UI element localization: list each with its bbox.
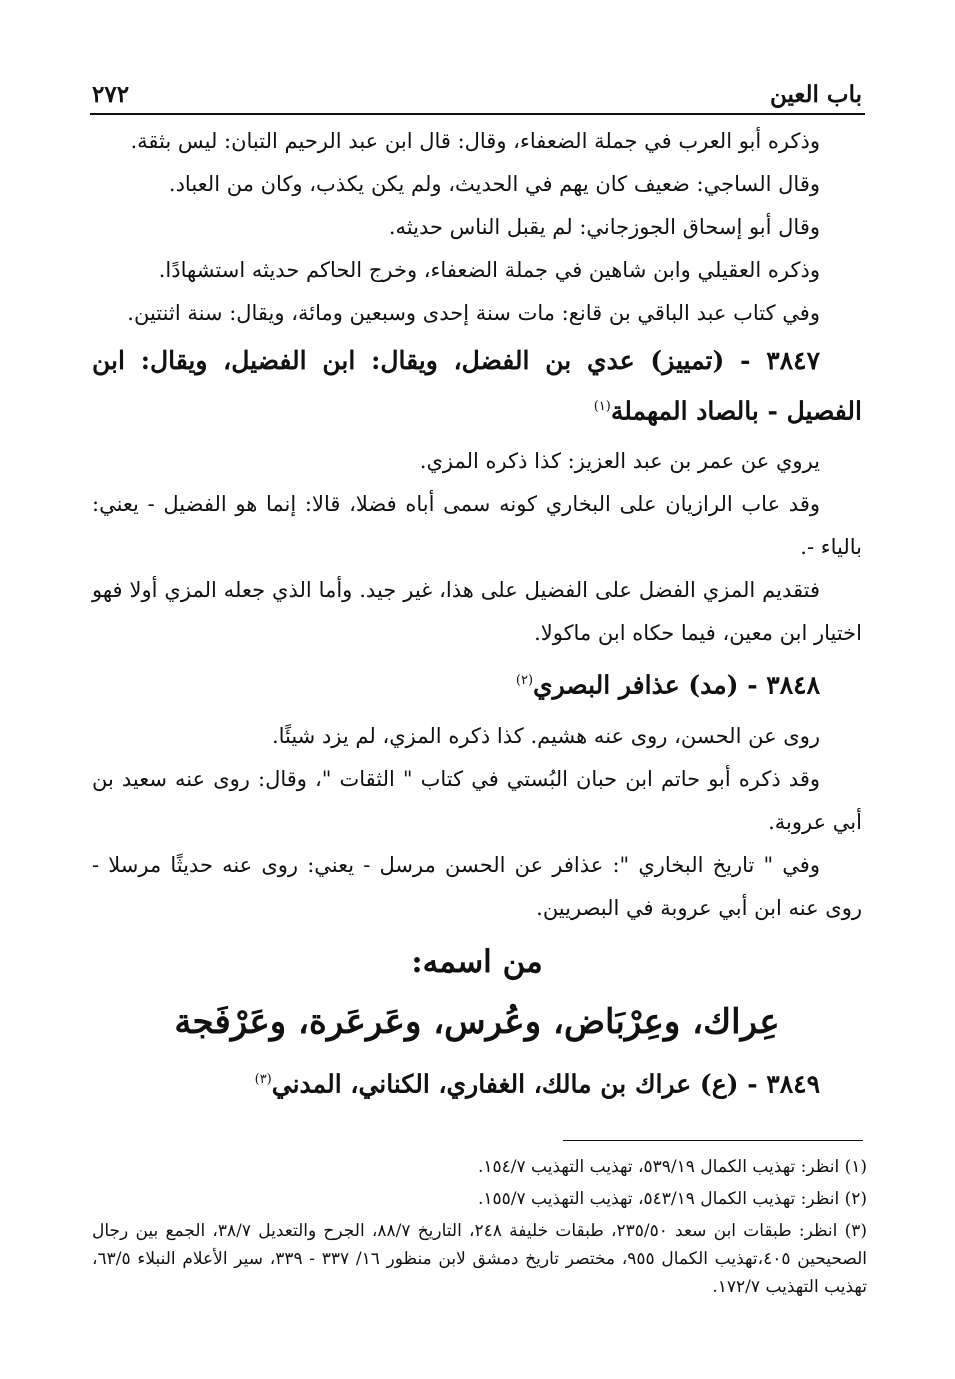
paragraph: وقال الساجي: ضعيف كان يهم في الحديث، ولم يكن يكذب، وكان من العباد. [168,172,820,196]
paragraph: وفي " تاريخ البخاري ": عذافر عن الحسن مرسل - يعني: روى عنه حديثًا مرسلا - روى عنه ابن أبي عروبة في البصريين. [92,852,862,920]
entry-heading-text: ٣٨٤٧ - (تمييز) عدي بن الفضل، ويقال: ابن الفضيل، ويقال: ابن الفصيل - بالصاد المهملة [92,346,862,426]
footnote-marker[interactable]: (٢) [515,673,534,689]
paragraph: وقد عاب الرازيان على البخاري كونه سمى أباه فضلا، قالا: إنما هو الفضيل - يعني: بالياء -. [92,492,862,560]
paragraph: وذكره العقيلي وابن شاهين في جملة الضعفاء، وخرج الحاكم حديثه استشهادًا. [158,258,820,282]
entry-heading-3848 [92,658,862,708]
footnote-marker[interactable]: (١) [593,399,611,414]
running-header [92,68,862,108]
entry-heading-3847 [92,338,862,434]
section-title: من اسمه: [411,943,543,980]
paragraph: وذكره أبو العرب في جملة الضعفاء، وقال: قال ابن عبد الرحيم التبان: ليس بثقة. [130,129,820,153]
footnotes [92,1153,867,1305]
paragraph: وقال أبو إسحاق الجوزجاني: لم يقبل الناس حديثه. [388,215,820,239]
paragraph: يروي عن عمر بن عبد العزيز: كذا ذكره المزي. [419,449,820,474]
entry-heading-text: ٣٨٤٩ - (ع) عراك بن مالك، الغفاري، الكناني، المدني [271,1068,820,1098]
paragraph: فتقديم المزي الفضل على الفضيل على هذا، غير جيد. وأما الذي جعله المزي أولا فهو اختيار ابن معين، فيما حكاه ابن ماكولا. [92,578,862,646]
section-subtitle: عِراك، وعِرْبَاض، وعُرس، وعَرعَرة، وعَرْفَجة [174,1001,780,1042]
paragraph: وقد ذكره أبو حاتم ابن حبان البُستي في كتاب " الثقات "، وقال: روى عنه سعيد بن أبي عروبة. [92,766,862,834]
main-text [92,120,862,1113]
footnote-marker[interactable]: (٣) [254,1071,272,1087]
paragraph: وفي كتاب عبد الباقي بن قانع: مات سنة إحدى وسبعين ومائة، ويقال: سنة اثنتين. [127,301,820,325]
header-rule [90,113,865,115]
footnote: (٢) انظر: تهذيب الكمال ٥٤٣/١٩، تهذيب التهذيب ١٥٥/٧. [477,1189,867,1209]
footnote-rule [563,1140,863,1141]
entry-heading-3849 [92,1057,862,1107]
page-number: ٢٧٢ [92,81,130,108]
chapter-title: باب العين [769,81,862,108]
paragraph: روى عن الحسن، روى عنه هشيم. كذا ذكره المزي، لم يزد شيئًا. [271,723,820,748]
footnote: (٣) انظر: طبقات ابن سعد ٢٣٥/٥٠، طبقات خليفة ٢٤٨، التاريخ ٨٨/٧، الجرح والتعديل ٣٨/٧، الجمع بين رجال الصحيحين ٤٠٥،تهذيب الكمال ٩٥٥، مختصر تاريخ دمشق لابن منظور ١٦/ ٣٣٧ - ٣٣٩، سير الأعلام النبلاء ٦٣/٥، تهذيب التهذيب ١٧٢/٧. [92,1221,867,1297]
entry-heading-text: ٣٨٤٨ - (مد) عذافر البصري [533,670,820,700]
footnote: (١) انظر: تهذيب الكمال ٥٣٩/١٩، تهذيب التهذيب ١٥٤/٧. [477,1157,867,1177]
